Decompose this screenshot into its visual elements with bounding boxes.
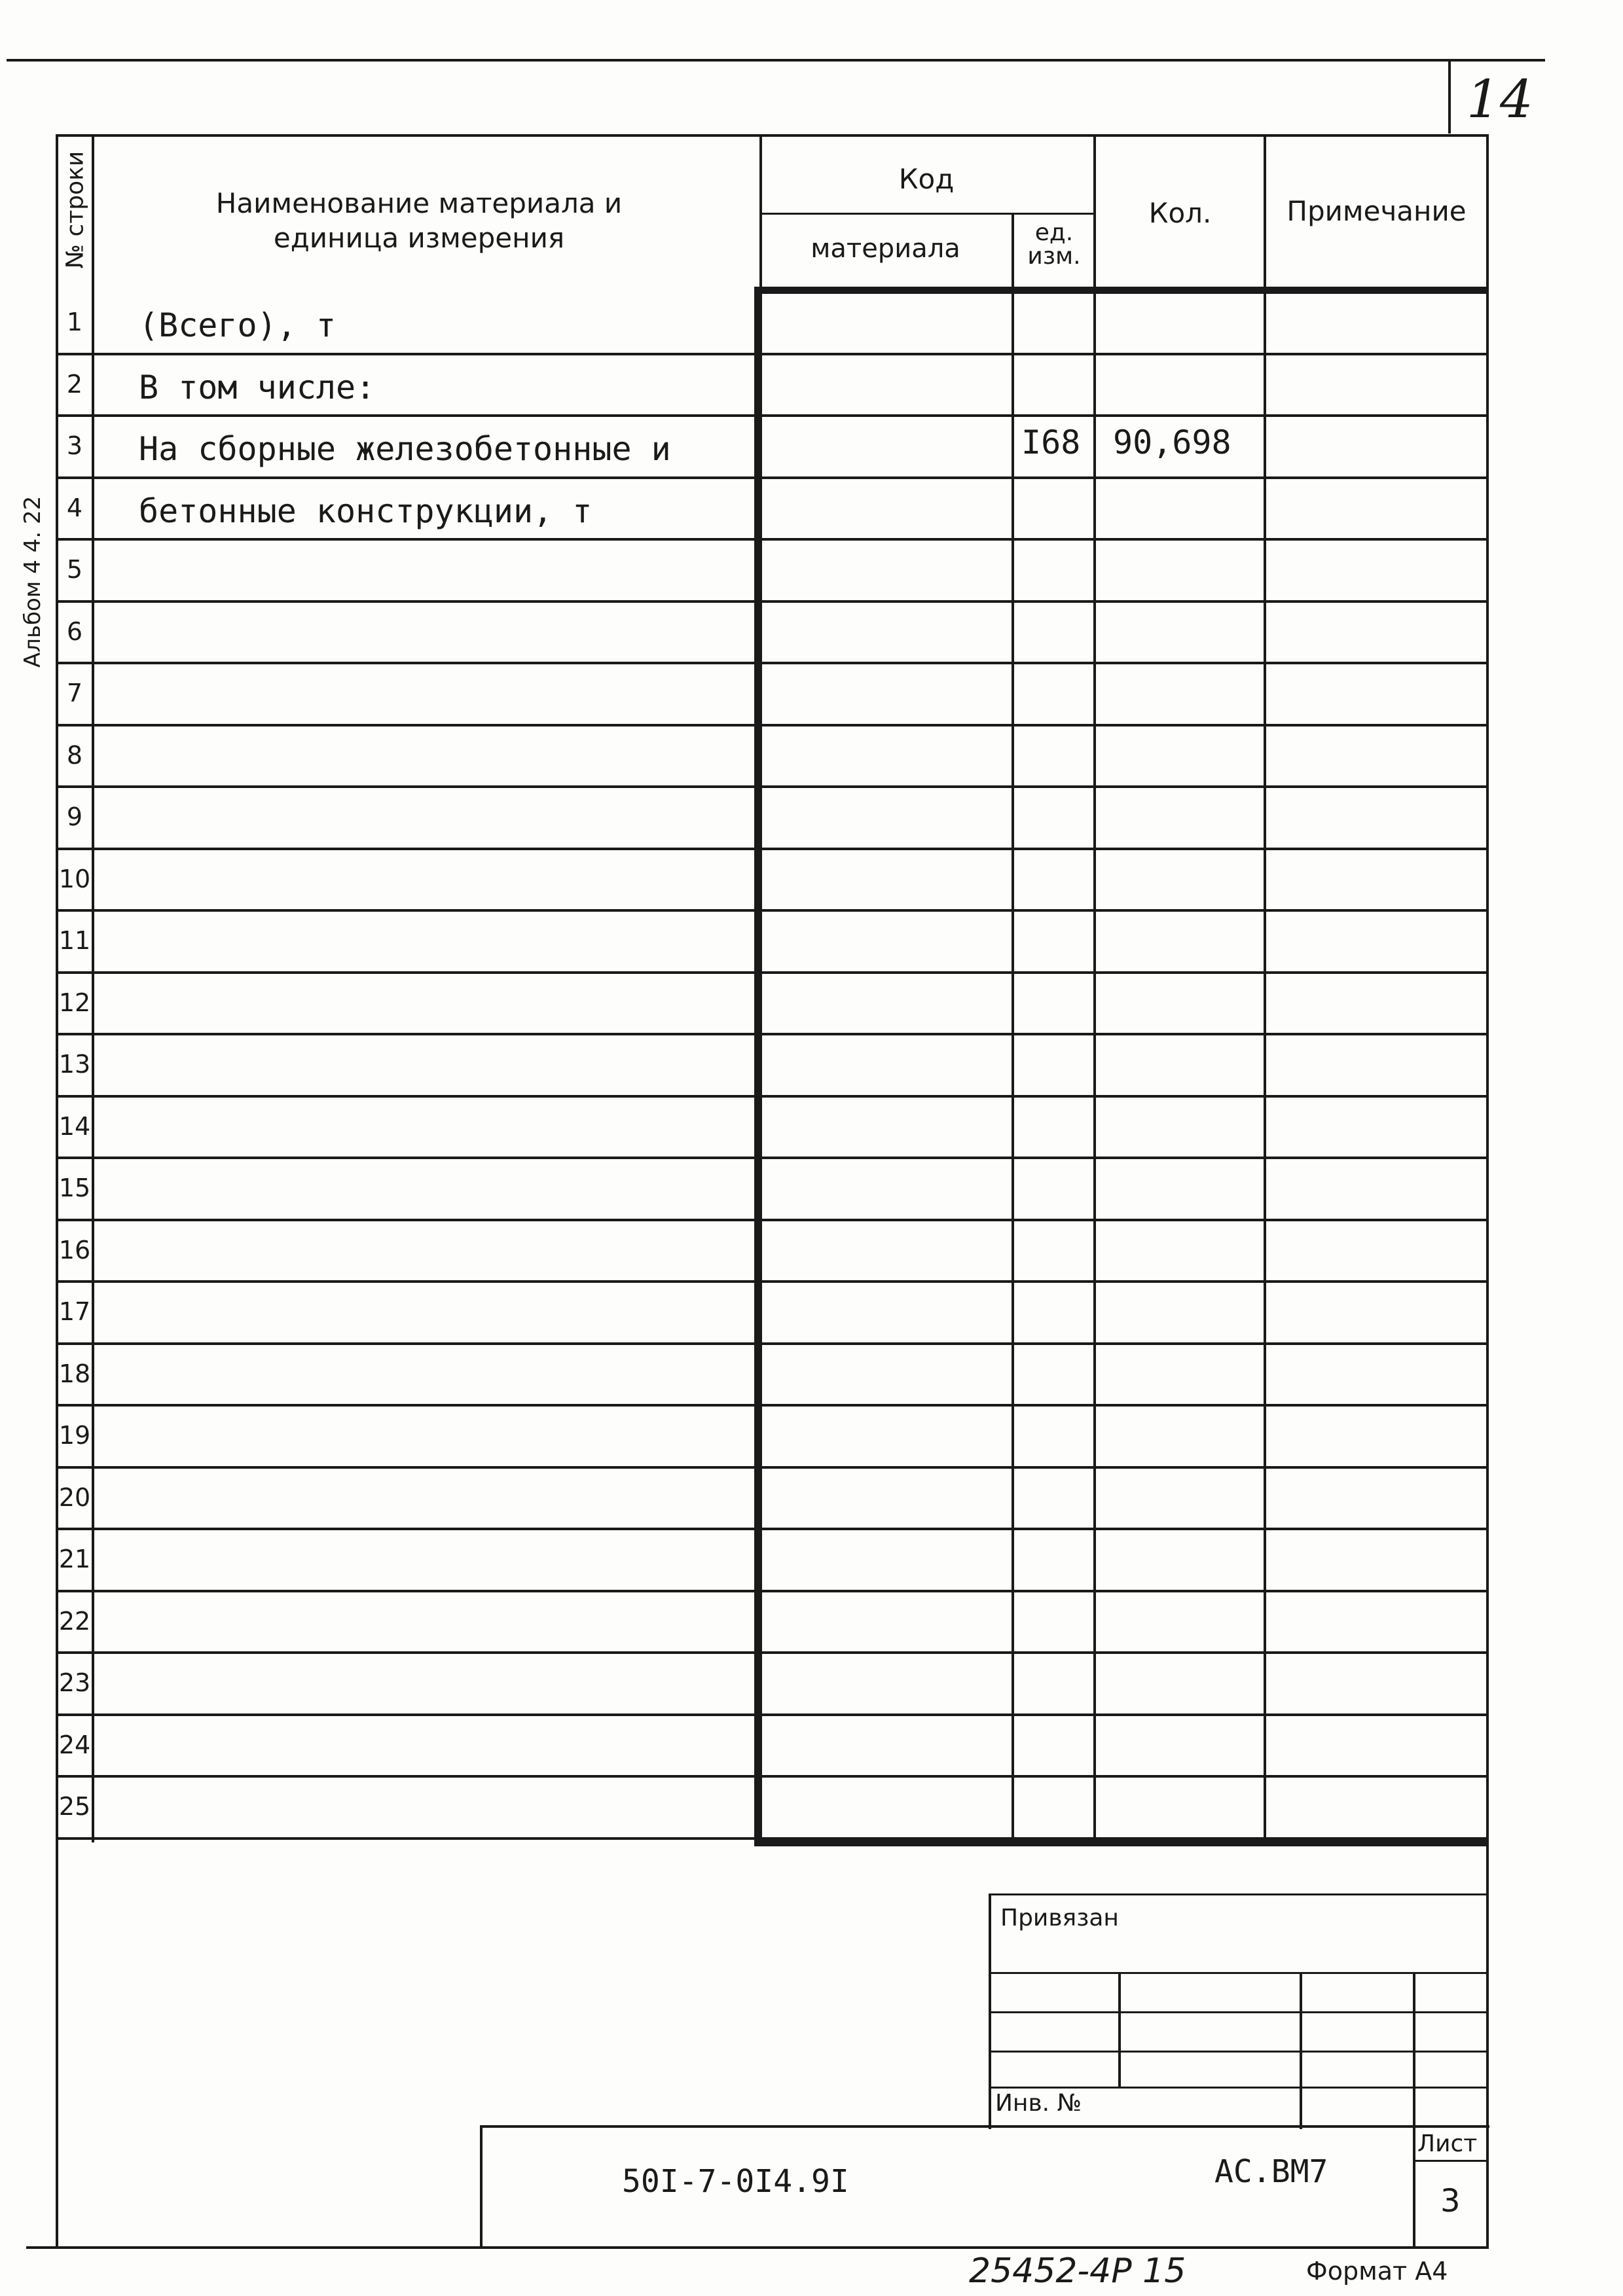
row-quantity: 90,698 — [1113, 423, 1231, 461]
stamp-linked: Привязан — [1000, 1905, 1119, 1931]
row-number: 18 — [58, 1359, 91, 1388]
row-number: 6 — [66, 617, 83, 646]
row-number: 23 — [58, 1668, 91, 1697]
row-separator — [56, 600, 1489, 603]
row-number: 11 — [58, 926, 91, 955]
row-separator — [56, 1280, 1489, 1283]
row-name: В том числе: — [139, 368, 376, 406]
header-name: Наименование материала и единица измерения — [215, 187, 623, 254]
body-box-top — [754, 287, 1489, 294]
row-number: 4 — [66, 493, 83, 522]
page-format: Формат А4 — [1306, 2257, 1448, 2286]
row-separator — [56, 1713, 1489, 1716]
row-separator — [56, 1342, 1489, 1345]
col-line-note — [1264, 134, 1266, 1842]
row-separator — [56, 1095, 1489, 1098]
stamp-inv-no: Инв. № — [995, 2090, 1082, 2117]
row-name: (Всего), т — [139, 306, 337, 344]
stamp-col-3 — [1413, 1972, 1415, 2247]
row-number: 21 — [58, 1545, 91, 1573]
row-number: 20 — [58, 1483, 91, 1512]
frame-right — [1486, 134, 1489, 2248]
row-name: бетонные конструкции, т — [139, 492, 593, 530]
header-code-unit: ед. изм. — [1027, 219, 1081, 270]
code-subheader-line — [759, 213, 1096, 215]
header-note: Примечание — [1286, 195, 1467, 227]
col-line-unit — [1012, 213, 1014, 1842]
archive-number: 25452-4Р 15 — [969, 2251, 1186, 2291]
doc-mark: АС.ВМ7 — [1214, 2153, 1328, 2190]
row-number: 16 — [58, 1236, 91, 1265]
row-number: 10 — [58, 865, 91, 893]
row-separator — [56, 414, 1489, 417]
row-number: 1 — [66, 308, 83, 336]
row-separator — [56, 1528, 1489, 1530]
col-line-qty — [1093, 134, 1096, 1842]
row-separator — [56, 1837, 1489, 1840]
stamp-col-1 — [1118, 1972, 1121, 2087]
row-separator — [56, 538, 1489, 541]
row-number: 14 — [58, 1112, 91, 1141]
stamp-top — [989, 1893, 1489, 1895]
row-number: 19 — [58, 1421, 91, 1450]
row-number: 3 — [66, 431, 83, 460]
row-separator — [56, 1466, 1489, 1469]
stamp-col-2 — [1300, 1972, 1302, 2129]
corner-box-left — [1448, 60, 1451, 134]
header-qty: Кол. — [1148, 197, 1212, 229]
row-number: 25 — [58, 1792, 91, 1821]
row-separator — [56, 724, 1489, 726]
row-separator — [56, 909, 1489, 912]
sheet-value: 3 — [1440, 2183, 1461, 2219]
row-separator — [56, 785, 1489, 788]
top-border — [7, 59, 1545, 62]
body-box-bottom — [754, 1839, 1489, 1846]
header-row-no: № строки — [62, 151, 89, 269]
row-separator — [56, 1404, 1489, 1407]
row-separator — [56, 476, 1489, 479]
row-name: На сборные железобетонные и — [139, 430, 671, 468]
row-separator — [56, 1590, 1489, 1592]
title-block-left — [480, 2125, 483, 2248]
title-block-top — [481, 2125, 1489, 2128]
page-number: 14 — [1467, 69, 1533, 130]
row-unit-code: I68 — [1021, 423, 1081, 461]
side-note: Альбом 4 4. 22 — [20, 495, 46, 668]
row-number: 22 — [58, 1607, 91, 1636]
frame-bottom — [26, 2246, 1489, 2249]
row-number: 7 — [66, 679, 83, 708]
row-number: 9 — [66, 802, 83, 831]
row-number: 12 — [58, 988, 91, 1017]
col-line-num — [92, 134, 94, 1842]
row-number: 13 — [58, 1050, 91, 1079]
row-separator — [56, 353, 1489, 355]
row-separator — [56, 1033, 1489, 1035]
row-separator — [56, 1775, 1489, 1778]
row-number: 24 — [58, 1731, 91, 1759]
doc-code: 50I-7-0I4.9I — [622, 2163, 849, 2200]
row-number: 2 — [66, 370, 83, 399]
row-separator — [56, 1651, 1489, 1654]
header-code-material: материала — [811, 234, 960, 264]
sheet-divider — [1413, 2160, 1489, 2162]
row-number: 8 — [66, 741, 83, 770]
body-box-left — [754, 288, 761, 1846]
row-separator — [56, 662, 1489, 664]
row-separator — [56, 971, 1489, 974]
table-top — [56, 134, 1489, 137]
row-separator — [56, 1157, 1489, 1159]
row-number: 5 — [66, 555, 83, 584]
sheet-label: Лист — [1417, 2130, 1478, 2157]
row-number: 15 — [58, 1174, 91, 1202]
header-code: Код — [898, 163, 955, 195]
row-separator — [56, 1219, 1489, 1221]
row-separator — [56, 848, 1489, 850]
row-number: 17 — [58, 1297, 91, 1326]
